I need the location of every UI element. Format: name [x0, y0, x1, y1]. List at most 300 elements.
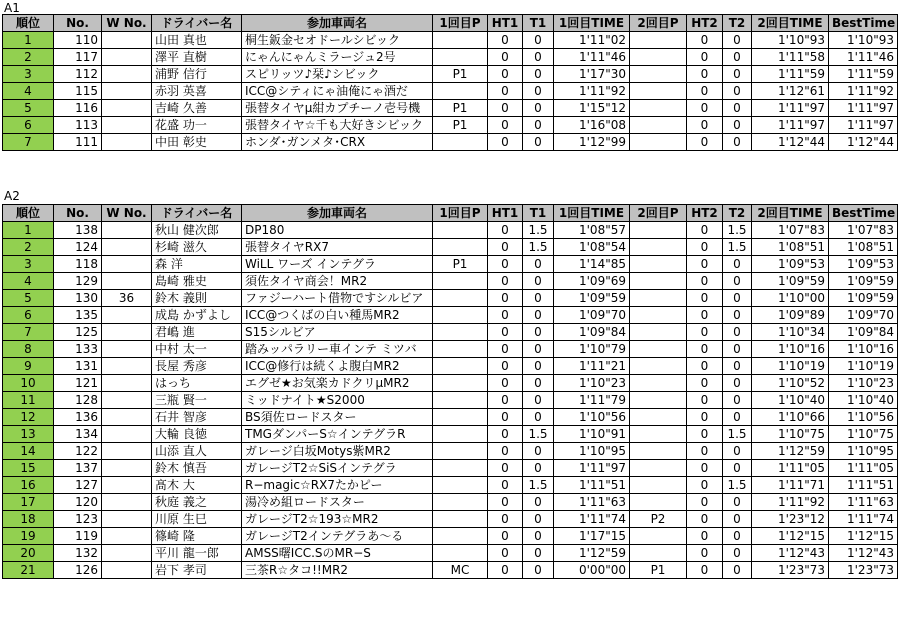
cell-number: 136	[54, 409, 102, 426]
cell-best-time: 1'09"59	[829, 273, 898, 290]
cell-time1: 1'12"99	[554, 134, 630, 151]
cell-rank: 12	[3, 409, 54, 426]
cell-p1	[433, 134, 488, 151]
cell-best-time: 1'08"51	[829, 239, 898, 256]
cell-t2: 0	[723, 341, 752, 358]
cell-p2	[630, 494, 687, 511]
cell-time1: 1'09"69	[554, 273, 630, 290]
cell-p2	[630, 426, 687, 443]
cell-number: 121	[54, 375, 102, 392]
header-time1: 1回目TIME	[554, 15, 630, 32]
cell-car-name: ICC@修行は続くよ腹白MR2	[242, 358, 433, 375]
header-p2: 2回目P	[630, 205, 687, 222]
cell-number: 130	[54, 290, 102, 307]
cell-p1	[433, 341, 488, 358]
cell-ht1: 0	[488, 134, 523, 151]
cell-w-number	[102, 443, 152, 460]
table-row	[3, 460, 898, 477]
table-row	[3, 511, 898, 528]
cell-driver-name: 三瓶 賢一	[152, 392, 242, 409]
cell-car-name: スピリッツ♪栞♪シビック	[242, 66, 433, 83]
header-time1: 1回目TIME	[554, 205, 630, 222]
cell-w-number	[102, 66, 152, 83]
cell-car-name: 三茶R☆タコ!!MR2	[242, 562, 433, 579]
table-row	[3, 324, 898, 341]
cell-driver-name: 篠崎 隆	[152, 528, 242, 545]
cell-p1	[433, 49, 488, 66]
cell-ht2: 0	[687, 83, 723, 100]
cell-ht2: 0	[687, 222, 723, 239]
cell-p1: P1	[433, 66, 488, 83]
cell-w-number	[102, 307, 152, 324]
cell-driver-name: 吉崎 久善	[152, 100, 242, 117]
cell-p1	[433, 375, 488, 392]
cell-t1: 1.5	[523, 222, 554, 239]
cell-t2: 0	[723, 134, 752, 151]
cell-best-time: 1'11"74	[829, 511, 898, 528]
cell-time1: 1'10"79	[554, 341, 630, 358]
cell-p2	[630, 358, 687, 375]
cell-number: 126	[54, 562, 102, 579]
cell-p2	[630, 443, 687, 460]
cell-time1: 1'10"23	[554, 375, 630, 392]
cell-time1: 1'11"92	[554, 83, 630, 100]
cell-ht2: 0	[687, 324, 723, 341]
cell-time2: 1'09"53	[752, 256, 829, 273]
header-number: No.	[54, 205, 102, 222]
cell-number: 135	[54, 307, 102, 324]
header-t2: T2	[723, 15, 752, 32]
cell-t1: 0	[523, 375, 554, 392]
cell-number: 110	[54, 32, 102, 49]
cell-driver-name: 澤平 直樹	[152, 49, 242, 66]
cell-car-name: 張替タイヤμ紺カプチーノ壱号機	[242, 100, 433, 117]
cell-car-name: ガレージT2☆SiSインテグラ	[242, 460, 433, 477]
cell-ht2: 0	[687, 443, 723, 460]
cell-car-name: ガレージ白坂Motys紫MR2	[242, 443, 433, 460]
cell-best-time: 1'10"56	[829, 409, 898, 426]
cell-time1: 1'11"51	[554, 477, 630, 494]
cell-t1: 0	[523, 134, 554, 151]
cell-p2	[630, 273, 687, 290]
cell-p1: P1	[433, 100, 488, 117]
cell-driver-name: 花盛 功一	[152, 117, 242, 134]
header-w-number: W No.	[102, 15, 152, 32]
cell-best-time: 1'10"95	[829, 443, 898, 460]
cell-rank: 6	[3, 307, 54, 324]
cell-driver-name: 髙木 大	[152, 477, 242, 494]
cell-p1	[433, 239, 488, 256]
cell-w-number	[102, 494, 152, 511]
table-row	[3, 375, 898, 392]
cell-ht2: 0	[687, 290, 723, 307]
cell-w-number	[102, 49, 152, 66]
cell-rank: 10	[3, 375, 54, 392]
table-row	[3, 239, 898, 256]
cell-t2: 0	[723, 358, 752, 375]
cell-p2	[630, 307, 687, 324]
cell-car-name: 張替タイヤ☆千も大好きシビック	[242, 117, 433, 134]
cell-driver-name: 中村 太一	[152, 341, 242, 358]
cell-t2: 0	[723, 511, 752, 528]
cell-p1	[433, 545, 488, 562]
cell-best-time: 1'10"93	[829, 32, 898, 49]
cell-driver-name: 石井 智彦	[152, 409, 242, 426]
cell-w-number	[102, 477, 152, 494]
header-w-number: W No.	[102, 205, 152, 222]
section-a1-label: A1	[4, 1, 20, 15]
cell-rank: 1	[3, 32, 54, 49]
cell-time2: 1'12"15	[752, 528, 829, 545]
cell-p1	[433, 409, 488, 426]
cell-t2: 0	[723, 49, 752, 66]
cell-t1: 0	[523, 443, 554, 460]
header-ht2: HT2	[687, 205, 723, 222]
cell-w-number	[102, 545, 152, 562]
cell-ht1: 0	[488, 409, 523, 426]
cell-rank: 16	[3, 477, 54, 494]
cell-best-time: 1'12"44	[829, 134, 898, 151]
cell-car-name: S15シルビア	[242, 324, 433, 341]
cell-time1: 1'17"15	[554, 528, 630, 545]
cell-number: 123	[54, 511, 102, 528]
cell-time2: 1'12"44	[752, 134, 829, 151]
table-row	[3, 66, 898, 83]
header-car-name: 参加車両名	[242, 205, 433, 222]
cell-p2	[630, 341, 687, 358]
cell-time1: 1'11"21	[554, 358, 630, 375]
cell-rank: 19	[3, 528, 54, 545]
cell-p2	[630, 409, 687, 426]
cell-t1: 0	[523, 392, 554, 409]
cell-driver-name: 川原 生巳	[152, 511, 242, 528]
header-car-name: 参加車両名	[242, 15, 433, 32]
cell-t1: 0	[523, 324, 554, 341]
cell-driver-name: 君嶋 進	[152, 324, 242, 341]
cell-rank: 1	[3, 222, 54, 239]
cell-driver-name: 山添 直人	[152, 443, 242, 460]
cell-car-name: BS須佐ロードスター	[242, 409, 433, 426]
cell-rank: 11	[3, 392, 54, 409]
cell-number: 120	[54, 494, 102, 511]
cell-t1: 0	[523, 409, 554, 426]
cell-time2: 1'09"59	[752, 273, 829, 290]
cell-driver-name: 浦野 信行	[152, 66, 242, 83]
cell-t2: 0	[723, 392, 752, 409]
cell-car-name: ファジーハート借物ですシルビア	[242, 290, 433, 307]
cell-p2: P2	[630, 511, 687, 528]
cell-t2: 1.5	[723, 426, 752, 443]
table-row	[3, 134, 898, 151]
cell-t2: 0	[723, 100, 752, 117]
cell-number: 137	[54, 460, 102, 477]
cell-p2	[630, 66, 687, 83]
cell-car-name: ミッドナイト★S2000	[242, 392, 433, 409]
cell-time1: 1'08"54	[554, 239, 630, 256]
results-table-a1	[2, 14, 898, 151]
cell-car-name: R−magic☆RX7たかピー	[242, 477, 433, 494]
cell-rank: 13	[3, 426, 54, 443]
table-row	[3, 528, 898, 545]
cell-best-time: 1'07"83	[829, 222, 898, 239]
cell-p2	[630, 256, 687, 273]
header-p2: 2回目P	[630, 15, 687, 32]
cell-best-time: 1'11"92	[829, 83, 898, 100]
cell-ht1: 0	[488, 562, 523, 579]
cell-driver-name: 杉崎 滋久	[152, 239, 242, 256]
cell-w-number	[102, 117, 152, 134]
cell-t1: 0	[523, 66, 554, 83]
cell-ht2: 0	[687, 511, 723, 528]
cell-car-name: ガレージT2☆193☆MR2	[242, 511, 433, 528]
cell-time2: 1'11"05	[752, 460, 829, 477]
cell-t1: 0	[523, 273, 554, 290]
header-ht2: HT2	[687, 15, 723, 32]
cell-car-name: ホンダ･ガンメタ･CRX	[242, 134, 433, 151]
cell-number: 119	[54, 528, 102, 545]
header-p1: 1回目P	[433, 205, 488, 222]
cell-number: 112	[54, 66, 102, 83]
header-driver-name: ドライバー名	[152, 205, 242, 222]
cell-time2: 1'10"75	[752, 426, 829, 443]
cell-p1	[433, 222, 488, 239]
cell-p2	[630, 239, 687, 256]
cell-ht2: 0	[687, 239, 723, 256]
cell-w-number	[102, 83, 152, 100]
cell-time1: 1'09"84	[554, 324, 630, 341]
header-driver-name: ドライバー名	[152, 15, 242, 32]
cell-time2: 1'11"58	[752, 49, 829, 66]
cell-t2: 0	[723, 256, 752, 273]
cell-w-number	[102, 341, 152, 358]
cell-p1: P1	[433, 117, 488, 134]
cell-best-time: 1'11"59	[829, 66, 898, 83]
cell-ht2: 0	[687, 49, 723, 66]
cell-driver-name: 鈴木 義則	[152, 290, 242, 307]
cell-time1: 1'10"91	[554, 426, 630, 443]
cell-time2: 1'11"59	[752, 66, 829, 83]
cell-t1: 1.5	[523, 239, 554, 256]
cell-t2: 0	[723, 494, 752, 511]
cell-driver-name: 鈴木 慎吾	[152, 460, 242, 477]
cell-t1: 0	[523, 358, 554, 375]
cell-p1	[433, 83, 488, 100]
cell-ht2: 0	[687, 66, 723, 83]
cell-rank: 8	[3, 341, 54, 358]
cell-t1: 0	[523, 100, 554, 117]
table-row	[3, 273, 898, 290]
cell-car-name: DP180	[242, 222, 433, 239]
cell-w-number	[102, 562, 152, 579]
cell-t2: 0	[723, 307, 752, 324]
cell-number: 133	[54, 341, 102, 358]
cell-time2: 1'08"51	[752, 239, 829, 256]
cell-time2: 1'11"97	[752, 117, 829, 134]
cell-time2: 1'10"34	[752, 324, 829, 341]
cell-p2	[630, 222, 687, 239]
table-row	[3, 477, 898, 494]
cell-t1: 1.5	[523, 477, 554, 494]
cell-w-number	[102, 528, 152, 545]
cell-t1: 0	[523, 32, 554, 49]
cell-number: 134	[54, 426, 102, 443]
cell-best-time: 1'10"75	[829, 426, 898, 443]
cell-rank: 4	[3, 273, 54, 290]
cell-p2	[630, 134, 687, 151]
cell-ht2: 0	[687, 307, 723, 324]
cell-time2: 1'11"97	[752, 100, 829, 117]
cell-rank: 7	[3, 324, 54, 341]
cell-w-number	[102, 392, 152, 409]
cell-t2: 0	[723, 290, 752, 307]
table-row	[3, 443, 898, 460]
cell-p1: MC	[433, 562, 488, 579]
cell-p2	[630, 290, 687, 307]
cell-number: 127	[54, 477, 102, 494]
cell-car-name: WiLL ワーズ インテグラ	[242, 256, 433, 273]
cell-time1: 1'11"02	[554, 32, 630, 49]
cell-ht2: 0	[687, 426, 723, 443]
cell-time1: 1'14"85	[554, 256, 630, 273]
table-row	[3, 117, 898, 134]
cell-driver-name: 大輪 良徳	[152, 426, 242, 443]
cell-t2: 0	[723, 273, 752, 290]
cell-t2: 1.5	[723, 222, 752, 239]
cell-ht2: 0	[687, 460, 723, 477]
cell-best-time: 1'09"70	[829, 307, 898, 324]
cell-ht1: 0	[488, 375, 523, 392]
cell-t2: 0	[723, 545, 752, 562]
cell-number: 116	[54, 100, 102, 117]
header-number: No.	[54, 15, 102, 32]
cell-time2: 1'12"61	[752, 83, 829, 100]
cell-t2: 0	[723, 66, 752, 83]
table-row	[3, 392, 898, 409]
cell-number: 115	[54, 83, 102, 100]
cell-time2: 1'09"89	[752, 307, 829, 324]
cell-car-name: 張替タイヤRX7	[242, 239, 433, 256]
cell-best-time: 1'12"15	[829, 528, 898, 545]
cell-best-time: 1'09"84	[829, 324, 898, 341]
cell-rank: 7	[3, 134, 54, 151]
cell-best-time: 1'09"59	[829, 290, 898, 307]
cell-time1: 1'11"63	[554, 494, 630, 511]
cell-time2: 1'11"71	[752, 477, 829, 494]
cell-rank: 14	[3, 443, 54, 460]
cell-time1: 1'10"95	[554, 443, 630, 460]
cell-ht1: 0	[488, 256, 523, 273]
cell-p1	[433, 307, 488, 324]
cell-best-time: 1'23"73	[829, 562, 898, 579]
cell-ht1: 0	[488, 545, 523, 562]
cell-ht1: 0	[488, 222, 523, 239]
cell-time2: 1'07"83	[752, 222, 829, 239]
cell-ht1: 0	[488, 273, 523, 290]
cell-number: 113	[54, 117, 102, 134]
cell-time2: 1'11"92	[752, 494, 829, 511]
cell-number: 117	[54, 49, 102, 66]
cell-time1: 1'12"59	[554, 545, 630, 562]
cell-w-number	[102, 426, 152, 443]
cell-t1: 0	[523, 511, 554, 528]
cell-car-name: エグゼ★お気楽カドクリμMR2	[242, 375, 433, 392]
cell-t2: 0	[723, 32, 752, 49]
cell-t2: 0	[723, 528, 752, 545]
cell-p2	[630, 545, 687, 562]
cell-time2: 1'10"00	[752, 290, 829, 307]
cell-car-name: 桐生鈑金セオドールシビック	[242, 32, 433, 49]
cell-rank: 5	[3, 100, 54, 117]
cell-w-number	[102, 134, 152, 151]
cell-p2	[630, 528, 687, 545]
cell-ht1: 0	[488, 528, 523, 545]
cell-best-time: 1'11"97	[829, 100, 898, 117]
cell-driver-name: 島崎 雅史	[152, 273, 242, 290]
cell-driver-name: 森 洋	[152, 256, 242, 273]
cell-t1: 0	[523, 562, 554, 579]
cell-ht2: 0	[687, 256, 723, 273]
cell-p2	[630, 32, 687, 49]
cell-t2: 1.5	[723, 239, 752, 256]
cell-w-number	[102, 511, 152, 528]
header-row	[3, 15, 898, 32]
cell-rank: 2	[3, 49, 54, 66]
cell-driver-name: 中田 彰史	[152, 134, 242, 151]
table-row	[3, 562, 898, 579]
cell-rank: 4	[3, 83, 54, 100]
section-a2-label: A2	[4, 189, 20, 203]
cell-p1	[433, 358, 488, 375]
cell-p2	[630, 83, 687, 100]
cell-w-number	[102, 409, 152, 426]
cell-time1: 1'08"57	[554, 222, 630, 239]
cell-p1	[433, 290, 488, 307]
cell-t2: 0	[723, 324, 752, 341]
header-t1: T1	[523, 205, 554, 222]
cell-rank: 15	[3, 460, 54, 477]
table-row	[3, 83, 898, 100]
cell-rank: 17	[3, 494, 54, 511]
cell-time1: 1'17"30	[554, 66, 630, 83]
cell-driver-name: 秋山 健次郎	[152, 222, 242, 239]
cell-w-number	[102, 100, 152, 117]
cell-rank: 18	[3, 511, 54, 528]
table-row	[3, 545, 898, 562]
cell-p1	[433, 32, 488, 49]
cell-t2: 0	[723, 562, 752, 579]
cell-t1: 0	[523, 307, 554, 324]
cell-t2: 0	[723, 409, 752, 426]
header-ht1: HT1	[488, 205, 523, 222]
cell-time2: 1'10"40	[752, 392, 829, 409]
cell-ht1: 0	[488, 443, 523, 460]
cell-time1: 1'16"08	[554, 117, 630, 134]
cell-car-name: TMGダンパーS☆インテグラR	[242, 426, 433, 443]
header-best-time: BestTime	[829, 205, 898, 222]
cell-p1	[433, 273, 488, 290]
cell-number: 124	[54, 239, 102, 256]
cell-driver-name: 赤羽 英喜	[152, 83, 242, 100]
cell-t1: 0	[523, 341, 554, 358]
header-time2: 2回目TIME	[752, 205, 829, 222]
cell-p1	[433, 443, 488, 460]
cell-driver-name: 平川 龍一郎	[152, 545, 242, 562]
cell-time2: 1'12"43	[752, 545, 829, 562]
cell-ht1: 0	[488, 307, 523, 324]
cell-time2: 1'10"66	[752, 409, 829, 426]
cell-t2: 1.5	[723, 477, 752, 494]
table-row	[3, 341, 898, 358]
